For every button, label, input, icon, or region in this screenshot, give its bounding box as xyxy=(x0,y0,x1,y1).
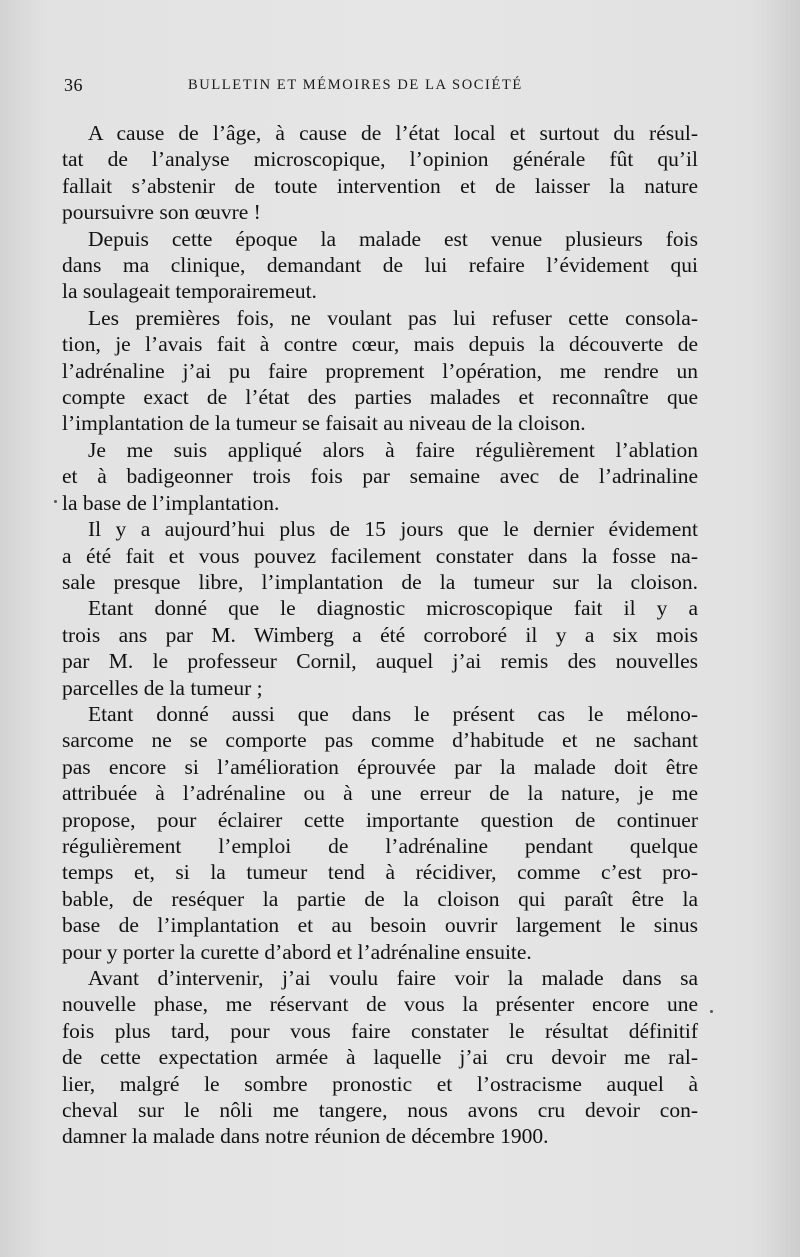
text-line: tion, je l’avais fait à contre cœur, mais depuis la découverte de xyxy=(62,332,698,357)
page-number: 36 xyxy=(64,75,83,95)
text-line: temps et, si la tumeur tend à récidiver, comme c’est pro- xyxy=(62,860,698,885)
body-text xyxy=(62,120,698,1150)
text-line: Avant d’intervenir, j’ai voulu faire voir la malade dans sa xyxy=(88,966,698,990)
text-line: tat de l’analyse microscopique, l’opinion générale fût qu’il xyxy=(62,147,698,172)
paragraph xyxy=(62,516,698,595)
paragraph xyxy=(62,120,698,226)
text-line: Depuis cette époque la malade est venue plusieurs fois xyxy=(88,226,698,251)
text-line: fallait s’abstenir de toute intervention et de laisser la nature xyxy=(62,173,698,198)
text-line: base de l’implantation et au besoin ouvrir largement le sinus xyxy=(62,913,698,938)
text-line: attribuée à l’adrénaline ou à une erreur de la nature, je me xyxy=(62,781,698,806)
running-title: BULLETIN ET MÉMOIRES DE LA SOCIÉTÉ xyxy=(188,77,523,93)
paragraph xyxy=(62,595,698,701)
text-line: l’implantation de la tumeur se faisait au niveau de la cloison. xyxy=(62,411,586,436)
text-line: trois ans par M. Wimberg a été corroboré il y a six mois xyxy=(62,622,698,647)
text-line: propose, pour éclairer cette importante question de continuer xyxy=(62,807,698,832)
text-line: poursuivre son œuvre ! xyxy=(62,200,261,225)
text-line: nouvelle phase, me réservant de vous la présenter encore une xyxy=(62,992,698,1017)
text-line: la soulageait temporairemeut. xyxy=(62,279,317,304)
text-line: a été fait et vous pouvez facilement constater dans la fosse na- xyxy=(62,543,698,568)
text-line: pour y porter la curette d’abord et l’adrénaline ensuite. xyxy=(62,939,532,964)
text-line: damner la malade dans notre réunion de décembre 1900. xyxy=(62,1124,549,1149)
text-line: dans ma clinique, demandant de lui refaire l’évidement qui xyxy=(62,253,698,278)
text-line: Les premières fois, ne voulant pas lui refuser cette consola- xyxy=(88,305,698,330)
text-line: A cause de l’âge, à cause de l’état local et surtout du résul- xyxy=(88,121,698,145)
text-line: de cette expectation armée à laquelle j’ai cru devoir me ral- xyxy=(62,1045,698,1070)
paragraph xyxy=(62,701,698,965)
text-line: parcelles de la tumeur ; xyxy=(62,675,263,700)
text-line: Etant donné que le diagnostic microscopique fait il y a xyxy=(88,596,698,621)
text-line: fois plus tard, pour vous faire constater le résultat définitif xyxy=(62,1018,698,1043)
text-line: Il y a aujourd’hui plus de 15 jours que le dernier évidement xyxy=(88,517,698,542)
text-line: Je me suis appliqué alors à faire régulièrement l’ablation xyxy=(88,437,698,462)
text-line: sale presque libre, l’implantation de la tumeur sur la cloison. xyxy=(62,569,698,594)
margin-speck xyxy=(710,1010,713,1013)
text-line: lier, malgré le sombre pronostic et l’ostracisme auquel à xyxy=(62,1071,698,1096)
paragraph xyxy=(62,965,698,1150)
paragraph xyxy=(62,437,698,516)
text-line: la base de l’implantation. xyxy=(62,490,280,515)
running-head xyxy=(60,75,700,99)
text-line: sarcome ne se comporte pas comme d’habitude et ne sachant xyxy=(62,728,698,753)
text-line: et à badigeonner trois fois par semaine avec de l’adrinaline xyxy=(62,464,698,489)
text-line: bable, de reséquer la partie de la cloison qui paraît être la xyxy=(62,886,698,911)
text-line: régulièrement l’emploi de l’adrénaline pendant quelque xyxy=(62,833,698,858)
text-line: Etant donné aussi que dans le présent cas le mélono- xyxy=(88,701,698,726)
text-line: l’adrénaline j’ai pu faire proprement l’opération, me rendre un xyxy=(62,358,698,383)
text-line: par M. le professeur Cornil, auquel j’ai remis des nouvelles xyxy=(62,649,698,674)
paragraph xyxy=(62,226,698,305)
margin-speck xyxy=(54,500,57,503)
text-line: pas encore si l’amélioration éprouvée par la malade doit être xyxy=(62,754,698,779)
paragraph xyxy=(62,305,698,437)
text-line: cheval sur le nôli me tangere, nous avons cru devoir con- xyxy=(62,1098,698,1123)
text-line: compte exact de l’état des parties malades et reconnaître que xyxy=(62,385,698,410)
